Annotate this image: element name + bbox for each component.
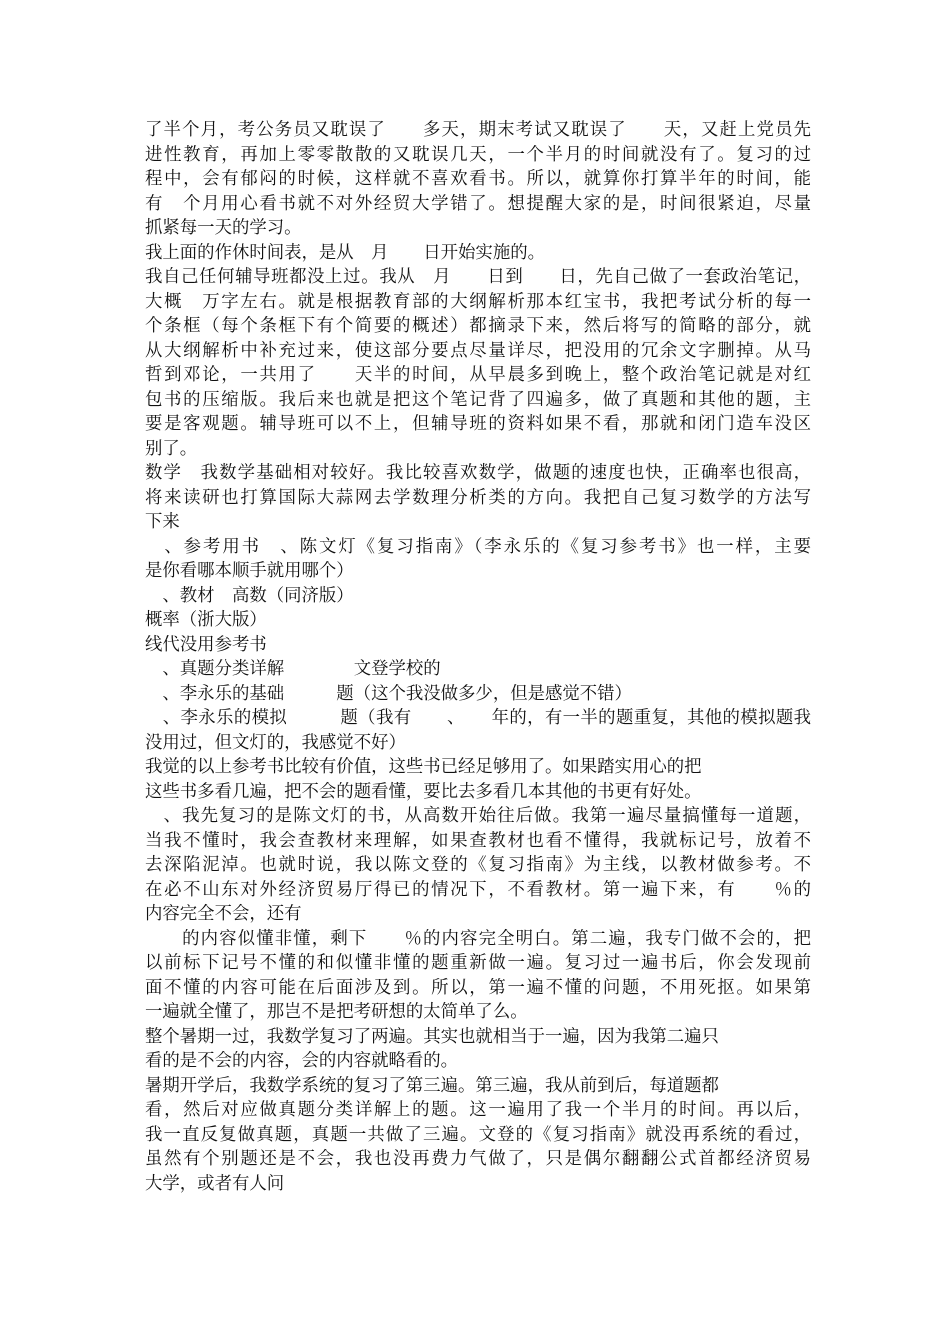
text-line: 看，然后对应做真题分类详解上的题。这一遍用了我一个半月的时间。再以后， — [145, 1100, 811, 1120]
text-line: 程中，会有郁闷的时候，这样就不喜欢看书。所以，就算你打算半年的时间，能 — [145, 169, 811, 189]
text-line: 我上面的作休时间表，是从 月 日开始实施的。 — [145, 242, 545, 263]
text-line: 当我不懂时，我会查教材来理解，如果查教材也看不懂得，我就标记号，放着不 — [145, 830, 811, 851]
text-line: 是你看哪本顺手就用哪个） — [145, 561, 354, 581]
text-line: 整个暑期一过，我数学复习了两遍。其实也就相当于一遍，因为我第二遍只 — [145, 1026, 719, 1047]
text-line: 从大纲解析中补充过来，使这部分要点尽量详尽，把没用的冗余文字删掉。从马 — [145, 340, 811, 361]
text-line: 在必不山东对外经济贸易厅得已的情况下，不看教材。第一遍下来，有 ％的 — [145, 879, 811, 900]
text-line: 概率（浙大版） — [145, 610, 267, 630]
text-line: 的内容似懂非懂，剩下 ％的内容完全明白。第二遍，我专门做不会的，把 — [145, 928, 811, 949]
text-line: 了半个月，考公务员又耽误了 多天，期末考试又耽误了 天，又赶上党员先 — [145, 120, 811, 140]
text-line: 、我先复习的是陈文灯的书，从高数开始往后做。我第一遍尽量搞懂每一道题， — [145, 806, 811, 826]
text-line: 数学 我数学基础相对较好。我比较喜欢数学，做题的速度也快，正确率也很高， — [145, 463, 811, 483]
text-line: 包书的压缩版。我后来也就是把这个笔记背了四遍多，做了真题和其他的题，主 — [145, 389, 811, 410]
text-line: 内容完全不会，还有 — [145, 904, 302, 924]
text-line: 、李永乐的基础 题（这个我没做多少，但是感觉不错） — [145, 683, 632, 704]
text-line: 面不懂的内容可能在后面涉及到。所以，第一遍不懂的问题，不用死抠。如果第 — [145, 977, 811, 998]
text-line: 下来 — [145, 512, 180, 532]
text-line: 以前标下记号不懂的和似懂非懂的题重新做一遍。复习过一遍书后，你会发现前 — [145, 953, 811, 973]
text-line: 线代没用参考书 — [145, 634, 267, 655]
text-line: 哲到邓论，一共用了 天半的时间，从早晨多到晚上，整个政治笔记就是对红 — [145, 365, 811, 385]
text-line: 一遍就全懂了，那岂不是把考研想的太简单了么。 — [145, 1002, 528, 1022]
text-line: 去深陷泥淖。也就时说，我以陈文登的《复习指南》为主线，以教材做参考。不 — [145, 855, 811, 875]
text-line: 大概 万字左右。就是根据教育部的大纲解析那本红宝书，我把考试分析的每一 — [145, 291, 811, 312]
text-line: 有 个月用心看书就不对外经贸大学错了。想提醒大家的是，时间很紧迫，尽量 — [145, 193, 811, 214]
text-line: 、参考用书 、陈文灯《复习指南》（李永乐的《复习参考书》也一样，主要 — [145, 536, 811, 557]
text-line: 将来读研也打算国际大蒜网去学数理分析类的方向。我把自己复习数学的方法写 — [145, 487, 811, 508]
text-line: 进性教育，再加上零零散散的又耽误几天，一个半月的时间就没有了。复习的过 — [145, 144, 811, 165]
text-line: 、李永乐的模拟 题（我有 、 年的，有一半的题重复，其他的模拟题我 — [145, 708, 811, 728]
document-body — [145, 118, 811, 1196]
text-line: 、教材 高数（同济版） — [145, 585, 354, 606]
text-line: 个条框（每个条框下有个简要的概述）都摘录下来，然后将写的简略的部分，就 — [145, 316, 811, 336]
text-line: 看的是不会的内容，会的内容就略看的。 — [145, 1051, 459, 1071]
text-line: 这些书多看几遍，把不会的题看懂，要比去多看几本其他的书更有好处。 — [145, 781, 702, 802]
text-line: 我自己任何辅导班都没上过。我从 月 日到 日，先自己做了一套政治笔记， — [145, 267, 811, 287]
text-line: 暑期开学后，我数学系统的复习了第三遍。第三遍，我从前到后，每道题都 — [145, 1075, 719, 1096]
text-line: 抓紧每一天的学习。 — [145, 218, 302, 238]
text-line: 别了。 — [145, 438, 198, 459]
text-line: 虽然有个别题还是不会，我也没再费力气做了，只是偶尔翻翻公式首都经济贸易 — [145, 1149, 811, 1169]
text-line: 我觉的以上参考书比较有价值，这些书已经足够用了。如果踏实用心的把 — [145, 757, 702, 777]
text-line: 、真题分类详解 文登学校的 — [145, 659, 441, 679]
text-line: 我一直反复做真题，真题一共做了三遍。文登的《复习指南》就没再系统的看过， — [145, 1124, 811, 1145]
text-line: 没用过，但文灯的，我感觉不好） — [145, 732, 406, 753]
text-line: 大学，或者有人问 — [145, 1173, 285, 1194]
text-line: 要是客观题。辅导班可以不上，但辅导班的资料如果不看，那就和闭门造车没区 — [145, 414, 811, 434]
